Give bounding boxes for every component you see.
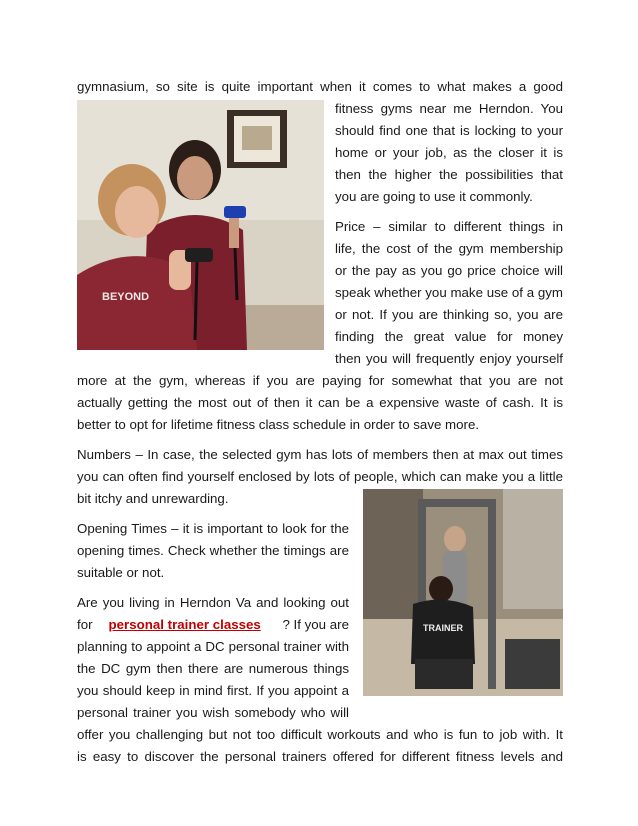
text-line: opening times. Check whether the timings are — [77, 543, 349, 558]
text-line: speak whether you make use of a gym — [335, 285, 563, 300]
text-line: or not. If you are thinking so, you are — [335, 307, 563, 322]
text-line: finding the great value for money — [335, 329, 563, 344]
text-line: you should keep in mind first. If you appoint a — [77, 683, 349, 698]
text-line: bit itchy and unrewarding. — [77, 491, 229, 506]
text-line: gymnasium, so site is quite important when it comes to what makes a good — [77, 79, 563, 94]
text-line: then the higher the possibilities that — [335, 167, 563, 182]
text-line: actually getting the most out of then it can be a expensive waste of cash. It is — [77, 395, 563, 410]
photo-resistance-band-training — [77, 100, 324, 350]
text-line: you can often find yourself enclosed by lots of people, which can make you a little — [77, 469, 563, 484]
text-line: more at the gym, whereas if you are paying for somewhat that you are not — [77, 373, 563, 388]
text-line: Are you living in Herndon Va and looking out — [77, 595, 349, 610]
text-line: better to opt for lifetime fitness class schedule in order to save more. — [77, 417, 480, 432]
text-line: you are going to use it commonly. — [335, 189, 533, 204]
text-line-with-link — [77, 614, 349, 636]
text-line: or the pay as you go price choice will — [335, 263, 563, 278]
text-line: fitness gyms near me Herndon. You — [335, 101, 563, 116]
text-line: offer you challenging but not too difficult workouts and who is fun to job with. It — [77, 727, 563, 742]
text-fragment: ? If you are — [282, 617, 349, 632]
shirt-text: BEYOND — [102, 291, 150, 303]
text-line: Opening Times – it is important to look for the — [77, 521, 349, 536]
photo-trainer-gym-machine — [363, 489, 563, 696]
shirt-text: TRAINER — [423, 623, 463, 633]
text-line: suitable or not. — [77, 565, 165, 580]
text-line: should find one that is locking to your — [335, 123, 563, 138]
text-line: personal trainer you wish somebody who will — [77, 705, 349, 720]
text-line: planning to appoint a DC personal trainer with — [77, 639, 349, 654]
text-fragment: for — [77, 617, 93, 632]
text-line: Numbers – In case, the selected gym has lots of members then at max out times — [77, 447, 563, 462]
text-line: life, the cost of the gym membership — [335, 241, 563, 256]
text-line: the DC gym then there are numerous things — [77, 661, 349, 676]
text-line: Price – similar to different things in — [335, 219, 563, 234]
text-line: home or your job, as the closer it is — [335, 145, 563, 160]
text-line: then you will frequently enjoy yourself — [335, 351, 563, 366]
personal-trainer-classes-link[interactable]: personal trainer classes — [108, 617, 261, 632]
text-line: is easy to discover the personal trainers offered for different fitness levels and — [77, 749, 563, 764]
